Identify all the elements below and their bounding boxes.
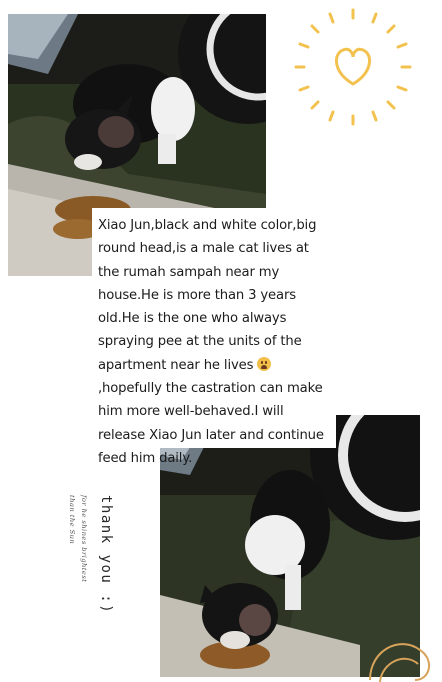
thank-you-subtext-2: than the Sun (68, 495, 76, 545)
caption-text (98, 214, 328, 470)
thank-you-text: thank you :) (98, 495, 114, 615)
thank-you-subtext-1: for he shines brightest (80, 495, 88, 583)
sun-heart-doodle-icon (288, 2, 418, 132)
swirl-doodle-icon (360, 630, 440, 682)
caption-box (92, 208, 336, 466)
thank-you-note (60, 495, 130, 615)
tired-face-emoji-icon (257, 357, 271, 371)
caption-text-part2: ,hopefully the castration can make him more well-behaved.I will release Xiao Jun later and continue feed him daily. (98, 381, 324, 466)
caption-text-part1: Xiao Jun,black and white color,big round head,is a male cat lives at the rumah sampah near my house.He is more than 3 years old.He is the one who always spraying pee at the units of the apartment near he lives (98, 218, 317, 373)
